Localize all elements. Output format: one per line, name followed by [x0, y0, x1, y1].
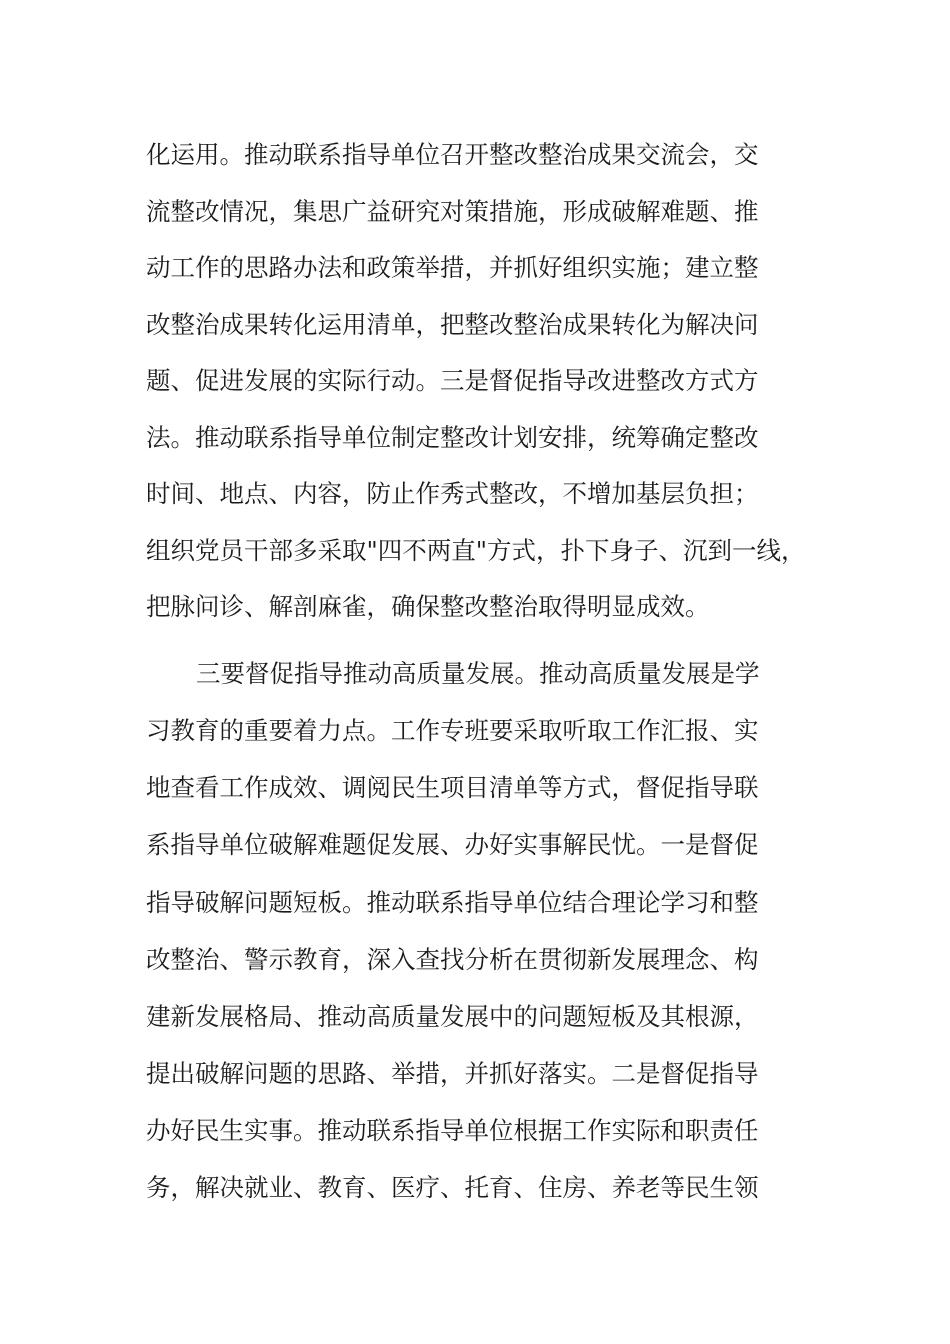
- text-line: 务，解决就业、教育、医疗、托育、住房、养老等民生领: [146, 1173, 759, 1202]
- text-line: 题、促进发展的实际行动。三是督促指导改进整改方式方: [146, 366, 759, 395]
- text-line: 系指导单位破解难题促发展、办好实事解民忧。一是督促: [146, 830, 759, 859]
- text-line: 习教育的重要着力点。工作专班要采取听取工作汇报、实: [146, 716, 759, 745]
- text-line: 改整治成果转化运用清单，把整改整治成果转化为解决问: [146, 310, 759, 339]
- text-line: 把脉问诊、解剖麻雀，确保整改整治取得明显成效。: [146, 592, 710, 621]
- text-line: 地查看工作成效、调阅民生项目清单等方式，督促指导联: [146, 773, 759, 802]
- text-line: 流整改情况，集思广益研究对策措施，形成破解难题、推: [146, 197, 759, 226]
- text-line: 动工作的思路办法和政策举措，并抓好组织实施；建立整: [146, 253, 759, 282]
- text-line: 改整治、警示教育，深入查找分析在贯彻新发展理念、构: [146, 945, 759, 974]
- text-line: 指导破解问题短板。推动联系指导单位结合理论学习和整: [146, 888, 759, 917]
- text-line: 三要督促指导推动高质量发展。推动高质量发展是学: [196, 659, 760, 688]
- text-line: 时间、地点、内容，防止作秀式整改，不增加基层负担；: [146, 479, 759, 508]
- text-line: 组织党员干部多采取"四不两直"方式，扑下身子、沉到一线，: [146, 536, 806, 565]
- text-line: 建新发展格局、推动高质量发展中的问题短板及其根源，: [146, 1002, 759, 1031]
- text-line: 办好民生实事。推动联系指导单位根据工作实际和职责任: [146, 1116, 759, 1145]
- text-line: 法。推动联系指导单位制定整改计划安排，统筹确定整改: [146, 423, 759, 452]
- text-line: 提出破解问题的思路、举措，并抓好落实。二是督促指导: [146, 1059, 759, 1088]
- text-line: 化运用。推动联系指导单位召开整改整治成果交流会，交: [146, 140, 759, 169]
